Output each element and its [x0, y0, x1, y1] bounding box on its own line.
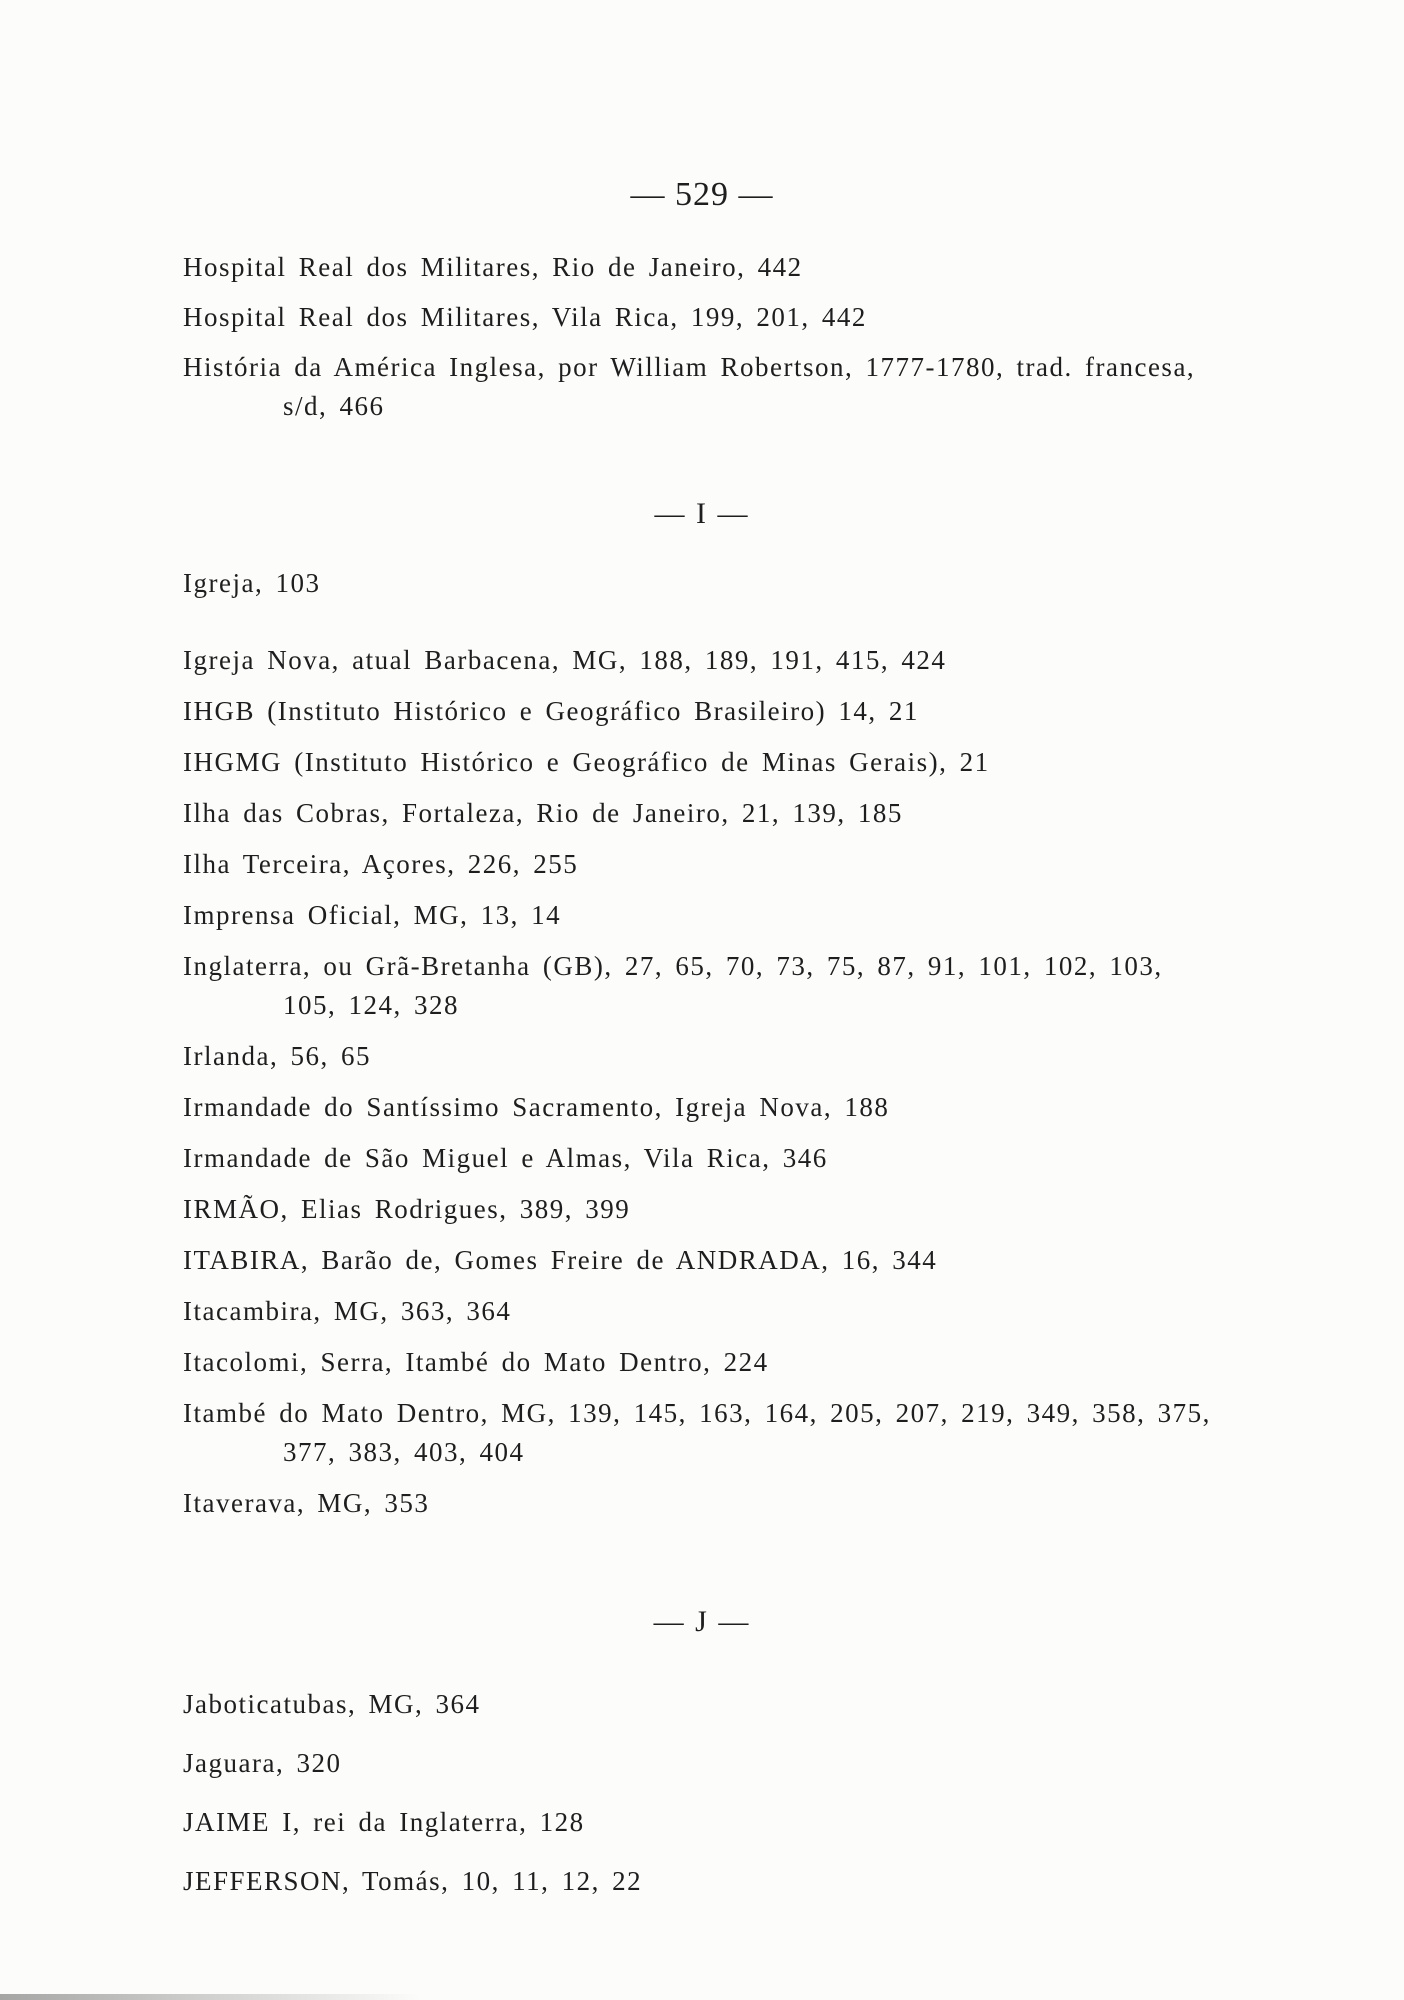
index-entry: Irmandade do Santíssimo Sacramento, Igreja Nova, 188: [183, 1092, 890, 1122]
index-entry: IRMÃO, Elias Rodrigues, 389, 399: [183, 1194, 631, 1224]
scan-edge-shadow: [0, 1994, 420, 2000]
section-heading-i: — I —: [654, 497, 750, 530]
index-section-i: [183, 564, 1223, 1523]
page-number: — 529 —: [630, 176, 774, 213]
index-entry: Itacolomi, Serra, Itambé do Mato Dentro, 224: [183, 1347, 769, 1377]
index-entry: JAIME I, rei da Inglaterra, 128: [183, 1807, 585, 1837]
index-entry: Igreja, 103: [183, 568, 321, 598]
section-heading-j: — J —: [653, 1605, 751, 1638]
index-entry: Itacambira, MG, 363, 364: [183, 1296, 512, 1326]
index-section-h: [183, 248, 1223, 426]
index-section-j: [183, 1685, 1223, 1901]
index-entry: Irlanda, 56, 65: [183, 1041, 371, 1071]
index-entry: IHGB (Instituto Histórico e Geográfico Brasileiro) 14, 21: [183, 696, 919, 726]
index-entry: Igreja Nova, atual Barbacena, MG, 188, 189, 191, 415, 424: [183, 645, 947, 675]
index-entry: História da América Inglesa, por William Robertson, 1777-1780, trad. francesa, s/d, 466: [183, 352, 1196, 421]
index-entry: Jaboticatubas, MG, 364: [183, 1689, 481, 1719]
index-entry: Hospital Real dos Militares, Rio de Janeiro, 442: [183, 252, 803, 282]
index-entry: Ilha das Cobras, Fortaleza, Rio de Janeiro, 21, 139, 185: [183, 798, 903, 828]
index-entry: Irmandade de São Miguel e Almas, Vila Rica, 346: [183, 1143, 828, 1173]
index-entry: Itaverava, MG, 353: [183, 1488, 430, 1518]
index-entry: Itambé do Mato Dentro, MG, 139, 145, 163, 164, 205, 207, 219, 349, 358, 375, 377, 383, 403, 404: [183, 1398, 1211, 1467]
index-entry: Inglaterra, ou Grã-Bretanha (GB), 27, 65, 70, 73, 75, 87, 91, 101, 102, 103, 105, 124, 328: [183, 951, 1163, 1020]
index-entry: ITABIRA, Barão de, Gomes Freire de ANDRADA, 16, 344: [183, 1245, 938, 1275]
index-entry: Hospital Real dos Militares, Vila Rica, 199, 201, 442: [183, 302, 867, 332]
index-entry: Ilha Terceira, Açores, 226, 255: [183, 849, 579, 879]
index-entry: IHGMG (Instituto Histórico e Geográfico de Minas Gerais), 21: [183, 747, 990, 777]
index-entry: Imprensa Oficial, MG, 13, 14: [183, 900, 562, 930]
index-entry: JEFFERSON, Tomás, 10, 11, 12, 22: [183, 1866, 643, 1896]
index-entry: Jaguara, 320: [183, 1748, 342, 1778]
